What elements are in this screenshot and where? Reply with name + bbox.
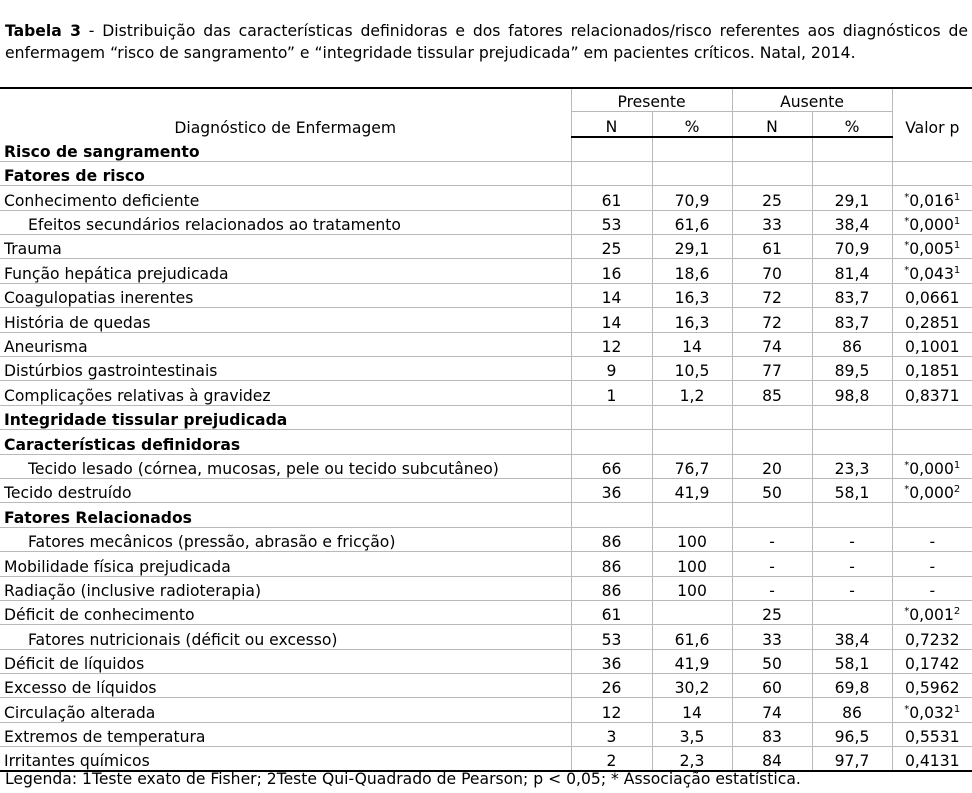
table-row [0,454,972,478]
row-label: Conhecimento deficiente [0,186,571,210]
absent-pct-cell [812,161,892,185]
absent-n-cell: 33 [732,625,812,649]
table-row [0,332,972,356]
absent-n-cell: 33 [732,210,812,234]
absent-n-cell [732,405,812,429]
pvalue-text: - [929,557,936,576]
absent-pct-cell: 96,5 [812,722,892,746]
pvalue-text: - [929,533,936,552]
absent-pct-cell: 70,9 [812,235,892,259]
absent-n-cell: 84 [732,747,812,771]
absent-n-cell: 70 [732,259,812,283]
absent-n-cell: 72 [732,308,812,332]
data-table [0,87,972,772]
pvalue-cell [892,747,972,771]
association-mark: * [904,216,910,228]
pvalue-cell [892,600,972,624]
row-label: Tecido lesado (córnea, mucosas, pele ou tecido subcutâneo) [0,454,571,478]
table-body [0,137,972,771]
absent-pct-cell: 58,1 [812,649,892,673]
present-pct-cell: 2,3 [652,747,732,771]
pvalue-text: 0,005 [909,240,954,259]
absent-n-cell: 72 [732,283,812,307]
table-row [0,674,972,698]
header-present-pct: % [652,112,732,138]
present-pct-cell: 61,6 [652,625,732,649]
row-label: Aneurisma [0,332,571,356]
pvalue-text: 0,4131 [904,752,960,771]
pvalue-text: 0,000 [909,459,954,478]
pvalue-cell [892,308,972,332]
present-pct-cell [652,161,732,185]
present-pct-cell: 61,6 [652,210,732,234]
pvalue-text: 0,032 [909,703,954,722]
present-n-cell [571,137,652,161]
absent-n-cell: 77 [732,357,812,381]
pvalue-text: 0,1851 [904,362,960,381]
table-row [0,186,972,210]
present-pct-cell: 1,2 [652,381,732,405]
test-footnote-mark: 1 [953,216,961,228]
pvalue-cell [892,332,972,356]
absent-n-cell: - [732,527,812,551]
absent-pct-cell: 97,7 [812,747,892,771]
present-n-cell: 16 [571,259,652,283]
table-row [0,722,972,746]
present-pct-cell: 100 [652,552,732,576]
test-footnote-mark: 2 [953,484,961,496]
absent-pct-cell: - [812,527,892,551]
present-n-cell: 1 [571,381,652,405]
pvalue-text: 0,0661 [904,289,960,308]
row-label: Excesso de líquidos [0,674,571,698]
present-pct-cell: 10,5 [652,357,732,381]
absent-n-cell: 74 [732,698,812,722]
pvalue-cell [892,235,972,259]
section-row [0,430,972,454]
row-label: Efeitos secundários relacionados ao tratamento [0,210,571,234]
pvalue-cell [892,552,972,576]
test-footnote-mark: 1 [953,264,961,276]
present-n-cell: 61 [571,600,652,624]
present-pct-cell: 14 [652,332,732,356]
row-label: Coagulopatias inerentes [0,283,571,307]
present-pct-cell: 76,7 [652,454,732,478]
row-label: História de quedas [0,308,571,332]
row-label: Trauma [0,235,571,259]
section-title: Características definidoras [0,430,571,454]
absent-pct-cell: 23,3 [812,454,892,478]
pvalue-cell [892,259,972,283]
table-row [0,381,972,405]
header-absent-n: N [732,112,812,138]
absent-n-cell: 50 [732,478,812,502]
table-row [0,478,972,502]
present-n-cell: 3 [571,722,652,746]
association-mark: * [904,484,910,496]
absent-pct-cell: 98,8 [812,381,892,405]
present-n-cell: 26 [571,674,652,698]
header-absent: Ausente [732,88,892,112]
table-row [0,235,972,259]
section-title: Risco de sangramento [0,137,571,161]
absent-pct-cell: 89,5 [812,357,892,381]
absent-pct-cell [812,430,892,454]
present-pct-cell: 29,1 [652,235,732,259]
section-row [0,405,972,429]
row-label: Distúrbios gastrointestinais [0,357,571,381]
test-footnote-mark: 1 [953,191,961,203]
pvalue-cell [892,357,972,381]
header-present: Presente [571,88,732,112]
absent-pct-cell [812,503,892,527]
pvalue-cell [892,186,972,210]
section-row [0,161,972,185]
present-pct-cell: 3,5 [652,722,732,746]
pvalue-text: 0,7232 [904,630,960,649]
absent-n-cell: 50 [732,649,812,673]
pvalue-cell [892,430,972,454]
absent-pct-cell: 29,1 [812,186,892,210]
present-pct-cell: 18,6 [652,259,732,283]
row-label: Irritantes químicos [0,747,571,771]
present-n-cell [571,430,652,454]
table-row [0,625,972,649]
pvalue-cell [892,527,972,551]
row-label: Déficit de conhecimento [0,600,571,624]
absent-pct-cell: 38,4 [812,625,892,649]
present-n-cell: 66 [571,454,652,478]
present-n-cell: 36 [571,649,652,673]
pvalue-text: - [929,581,936,600]
present-n-cell: 61 [571,186,652,210]
association-mark: * [904,240,910,252]
row-label: Fatores mecânicos (pressão, abrasão e fricção) [0,527,571,551]
absent-n-cell: 83 [732,722,812,746]
absent-n-cell: - [732,552,812,576]
section-title: Fatores Relacionados [0,503,571,527]
test-footnote-mark: 1 [953,703,961,715]
absent-n-cell: - [732,576,812,600]
section-row [0,503,972,527]
table-row [0,308,972,332]
table-legend: Legenda: 1Teste exato de Fisher; 2Teste Qui-Quadrado de Pearson; p < 0,05; * Associação estatística. [5,770,801,788]
absent-n-cell: 61 [732,235,812,259]
pvalue-cell [892,161,972,185]
present-pct-cell: 30,2 [652,674,732,698]
present-pct-cell [652,137,732,161]
test-footnote-mark: 1 [953,459,961,471]
absent-pct-cell [812,405,892,429]
absent-pct-cell [812,600,892,624]
row-label: Complicações relativas à gravidez [0,381,571,405]
absent-pct-cell: 83,7 [812,283,892,307]
section-title: Integridade tissular prejudicada [0,405,571,429]
row-label: Função hepática prejudicada [0,259,571,283]
absent-n-cell [732,430,812,454]
pvalue-cell [892,503,972,527]
present-n-cell: 12 [571,332,652,356]
present-n-cell: 53 [571,625,652,649]
pvalue-text: 0,1001 [904,338,960,357]
absent-pct-cell: 83,7 [812,308,892,332]
absent-pct-cell: 58,1 [812,478,892,502]
row-label: Mobilidade física prejudicada [0,552,571,576]
table-row [0,649,972,673]
table-row [0,210,972,234]
association-mark: * [904,264,910,276]
header-diagnosis: Diagnóstico de Enfermagem [0,88,571,137]
pvalue-cell [892,674,972,698]
present-n-cell: 2 [571,747,652,771]
present-pct-cell: 16,3 [652,283,732,307]
absent-n-cell [732,137,812,161]
absent-n-cell: 85 [732,381,812,405]
pvalue-cell [892,283,972,307]
pvalue-cell [892,698,972,722]
present-n-cell [571,503,652,527]
pvalue-cell [892,576,972,600]
table-row [0,552,972,576]
pvalue-cell [892,625,972,649]
present-n-cell: 14 [571,283,652,307]
table-row [0,698,972,722]
row-label: Tecido destruído [0,478,571,502]
present-n-cell: 14 [571,308,652,332]
table-row [0,576,972,600]
pvalue-text: 0,8371 [904,386,960,405]
table-caption-text: - Distribuição das características definidoras e dos fatores relacionados/risco referentes aos diagnósticos de enfermagem “risco de sangramento” e “integridade tissular prejudicada” em pacientes críticos. Natal, 2014. [5,22,968,62]
row-label: Déficit de líquidos [0,649,571,673]
absent-pct-cell: - [812,576,892,600]
row-label: Circulação alterada [0,698,571,722]
pvalue-cell [892,210,972,234]
present-pct-cell: 41,9 [652,649,732,673]
present-n-cell: 36 [571,478,652,502]
pvalue-text: 0,043 [909,264,954,283]
present-n-cell: 53 [571,210,652,234]
pvalue-cell [892,381,972,405]
table-row [0,357,972,381]
absent-pct-cell [812,137,892,161]
header-pvalue: Valor p [892,88,972,137]
present-n-cell: 25 [571,235,652,259]
row-label: Radiação (inclusive radioterapia) [0,576,571,600]
pvalue-text: 0,016 [909,191,954,210]
absent-n-cell: 25 [732,186,812,210]
present-pct-cell: 100 [652,576,732,600]
absent-n-cell: 25 [732,600,812,624]
present-n-cell: 9 [571,357,652,381]
present-n-cell [571,405,652,429]
pvalue-cell [892,478,972,502]
present-pct-cell [652,405,732,429]
pvalue-text: 0,1742 [904,655,960,674]
association-mark: * [904,703,910,715]
table-label: Tabela 3 [5,22,81,40]
absent-pct-cell: 86 [812,698,892,722]
pvalue-text: 0,000 [909,484,954,503]
present-pct-cell [652,430,732,454]
present-pct-cell: 16,3 [652,308,732,332]
header-row-groups [0,88,972,112]
absent-n-cell: 20 [732,454,812,478]
absent-n-cell: 60 [732,674,812,698]
table-row [0,600,972,624]
table-caption [5,20,968,64]
pvalue-cell [892,722,972,746]
test-footnote-mark: 1 [953,240,961,252]
absent-n-cell: 74 [732,332,812,356]
section-row [0,137,972,161]
header-absent-pct: % [812,112,892,138]
test-footnote-mark: 2 [953,606,961,618]
association-mark: * [904,191,910,203]
pvalue-cell [892,137,972,161]
absent-pct-cell: - [812,552,892,576]
pvalue-text: 0,001 [909,606,954,625]
present-n-cell: 86 [571,527,652,551]
absent-n-cell [732,161,812,185]
present-pct-cell: 100 [652,527,732,551]
section-title: Fatores de risco [0,161,571,185]
absent-pct-cell: 81,4 [812,259,892,283]
absent-pct-cell: 86 [812,332,892,356]
pvalue-text: 0,5962 [904,679,960,698]
absent-n-cell [732,503,812,527]
association-mark: * [904,459,910,471]
pvalue-text: 0,5531 [904,728,960,747]
present-pct-cell [652,503,732,527]
pvalue-cell [892,405,972,429]
present-n-cell [571,161,652,185]
present-pct-cell [652,600,732,624]
table-row [0,527,972,551]
present-pct-cell: 41,9 [652,478,732,502]
present-n-cell: 86 [571,552,652,576]
present-n-cell: 86 [571,576,652,600]
table-row [0,283,972,307]
present-pct-cell: 70,9 [652,186,732,210]
present-pct-cell: 14 [652,698,732,722]
row-label: Fatores nutricionais (déficit ou excesso) [0,625,571,649]
pvalue-text: 0,2851 [904,313,960,332]
association-mark: * [904,606,910,618]
table-row [0,259,972,283]
pvalue-cell [892,454,972,478]
header-present-n: N [571,112,652,138]
pvalue-text: 0,000 [909,216,954,235]
row-label: Extremos de temperatura [0,722,571,746]
pvalue-cell [892,649,972,673]
absent-pct-cell: 69,8 [812,674,892,698]
absent-pct-cell: 38,4 [812,210,892,234]
table-header [0,88,972,137]
present-n-cell: 12 [571,698,652,722]
